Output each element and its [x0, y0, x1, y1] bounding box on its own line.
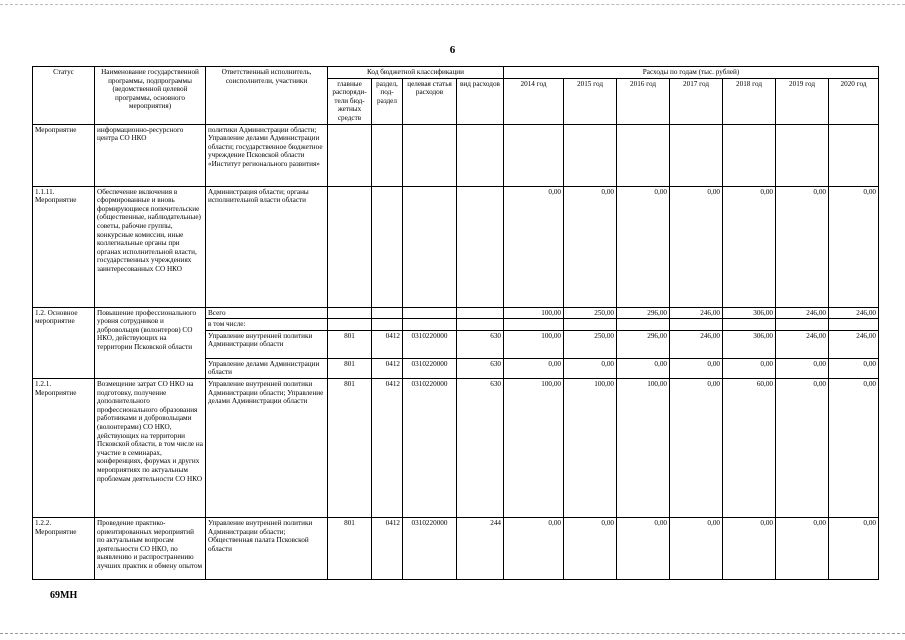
row-value: 0,00	[723, 358, 776, 378]
header-year: 2020 год	[829, 78, 879, 124]
row-value: 306,00	[723, 307, 776, 319]
header-year: 2014 год	[504, 78, 564, 124]
row-grbs: 801	[328, 517, 372, 579]
row-name: Повышение профессионального уровня сотрудников и добровольцев (волонтеров) СО НКО, действующих на территории Псковской области	[95, 307, 206, 378]
row-value: 0,00	[776, 378, 829, 517]
row-value: 0,00	[723, 517, 776, 579]
row-value: 0,00	[776, 517, 829, 579]
row-name: Обеспечение включения в сформированные и вновь формирующиеся попечительские (общественные, наблюдательные) советы, рабочие группы, конкурсные комиссии, иные коллегиальные органы при органах исполнительной власти, государственных учреждениях заинтересованных СО НКО	[95, 186, 206, 307]
header-grbs: главные распоряди-тели бюд-жетных средств	[328, 78, 372, 124]
row-grbs: 801	[328, 358, 372, 378]
row-value: 0,00	[670, 517, 723, 579]
scan-edge-top	[0, 4, 905, 5]
table-row	[33, 307, 879, 319]
row-value: 0,00	[617, 186, 670, 307]
row-value: 0,00	[829, 517, 879, 579]
footer-mark: 69МН	[50, 590, 78, 601]
header-year: 2015 год	[564, 78, 617, 124]
row-value: 0,00	[617, 517, 670, 579]
row-value: 0,00	[504, 358, 564, 378]
header-status: Статус	[33, 67, 95, 125]
row-csr: 0310220000	[403, 330, 457, 358]
row-grbs: 801	[328, 378, 372, 517]
header-year: 2016 год	[617, 78, 670, 124]
row-value: 246,00	[670, 330, 723, 358]
row-value: 296,00	[617, 330, 670, 358]
row-vr: 630	[457, 358, 504, 378]
row-value: 100,00	[504, 378, 564, 517]
row-executor: Всего	[206, 307, 328, 319]
header-executor: Ответственный исполнитель, соисполнители, участники	[206, 67, 328, 125]
row-value: 296,00	[617, 307, 670, 319]
scan-edge-bottom	[0, 633, 905, 634]
row-value: 0,00	[829, 378, 879, 517]
row-value: 100,00	[504, 330, 564, 358]
row-rzpr: 0412	[372, 330, 403, 358]
row-status: Мероприятие	[33, 124, 95, 186]
row-value: 0,00	[776, 186, 829, 307]
row-name: Проведение практико-ориентированных мероприятий по актуальным вопросам деятельности СО НКО, по выявлению и распространению лучших практик и обмену опытом	[95, 517, 206, 579]
table-row	[33, 186, 879, 307]
table-row	[33, 124, 879, 186]
header-csr: целевая статья расходов	[403, 78, 457, 124]
row-value: 250,00	[564, 330, 617, 358]
row-name: Возмещение затрат СО НКО на подготовку, получение дополнительного профессионального образования работниками и добровольцами (волонтерами) СО НКО, действующих на территории Псковской области, в том числе на участие в семинарах, конференциях, форумах и других мероприятиях по актуальным проблемам деятельности СО НКО	[95, 378, 206, 517]
row-rzpr: 0412	[372, 517, 403, 579]
header-budget-code: Код бюджетной классификации	[328, 67, 504, 79]
header-year: 2019 год	[776, 78, 829, 124]
row-executor: Администрация области; органы исполнительной власти области	[206, 186, 328, 307]
page-number: 6	[449, 44, 456, 56]
header-name: Наименование государственной программы, подпрограммы (ведомственной целевой программы, основного мероприятия)	[95, 67, 206, 125]
row-value: 100,00	[564, 378, 617, 517]
row-value: 246,00	[776, 330, 829, 358]
row-csr: 0310220000	[403, 517, 457, 579]
row-status: 1.2.1. Мероприятие	[33, 378, 95, 517]
budget-table	[32, 66, 879, 580]
row-value: 0,00	[670, 378, 723, 517]
row-name: информационно-ресурсного центра СО НКО	[95, 124, 206, 186]
table-row	[33, 378, 879, 517]
row-executor: Управление внутренней политики Администрации области; Управление делами Администрации области	[206, 378, 328, 517]
row-value: 100,00	[617, 378, 670, 517]
header-year: 2017 год	[670, 78, 723, 124]
row-value: 0,00	[829, 358, 879, 378]
row-value: 306,00	[723, 330, 776, 358]
row-value: 0,00	[670, 186, 723, 307]
header-vr: вид расходов	[457, 78, 504, 124]
row-rzpr: 0412	[372, 358, 403, 378]
row-vr: 630	[457, 378, 504, 517]
row-executor: в том числе:	[206, 319, 328, 331]
row-vr: 630	[457, 330, 504, 358]
table-row	[33, 517, 879, 579]
header-expenses: Расходы по годам (тыс. рублей)	[504, 67, 879, 79]
row-value: 0,00	[670, 358, 723, 378]
row-value: 100,00	[504, 307, 564, 319]
row-vr: 244	[457, 517, 504, 579]
row-value: 0,00	[617, 358, 670, 378]
row-value: 0,00	[829, 186, 879, 307]
row-value: 60,00	[723, 378, 776, 517]
row-executor: политики Администрации области; Управление делами Администрации области; государственное бюджетное учреждение Псковской области «Институт регионального развития»	[206, 124, 328, 186]
row-rzpr: 0412	[372, 378, 403, 517]
row-value: 246,00	[776, 307, 829, 319]
header-year: 2018 год	[723, 78, 776, 124]
row-value: 0,00	[564, 358, 617, 378]
row-status: 1.2. Основное мероприятие	[33, 307, 95, 378]
row-csr: 0310220000	[403, 358, 457, 378]
row-value: 0,00	[564, 517, 617, 579]
row-csr: 0310220000	[403, 378, 457, 517]
row-value: 0,00	[504, 517, 564, 579]
row-value: 0,00	[776, 358, 829, 378]
row-status: 1.1.11. Мероприятие	[33, 186, 95, 307]
row-value: 0,00	[723, 186, 776, 307]
row-value: 246,00	[829, 307, 879, 319]
row-value: 0,00	[564, 186, 617, 307]
row-value: 250,00	[564, 307, 617, 319]
row-executor: Управление делами Администрации области	[206, 358, 328, 378]
row-executor: Управление внутренней политики Администрации области	[206, 330, 328, 358]
row-status: 1.2.2. Мероприятие	[33, 517, 95, 579]
header-rzpr: раздел, под-раздел	[372, 78, 403, 124]
row-value: 246,00	[670, 307, 723, 319]
row-value: 246,00	[829, 330, 879, 358]
row-executor: Управление внутренней политики Администрации области; Общественная палата Псковской области	[206, 517, 328, 579]
header-row-1	[33, 67, 879, 79]
row-grbs: 801	[328, 330, 372, 358]
row-value: 0,00	[504, 186, 564, 307]
